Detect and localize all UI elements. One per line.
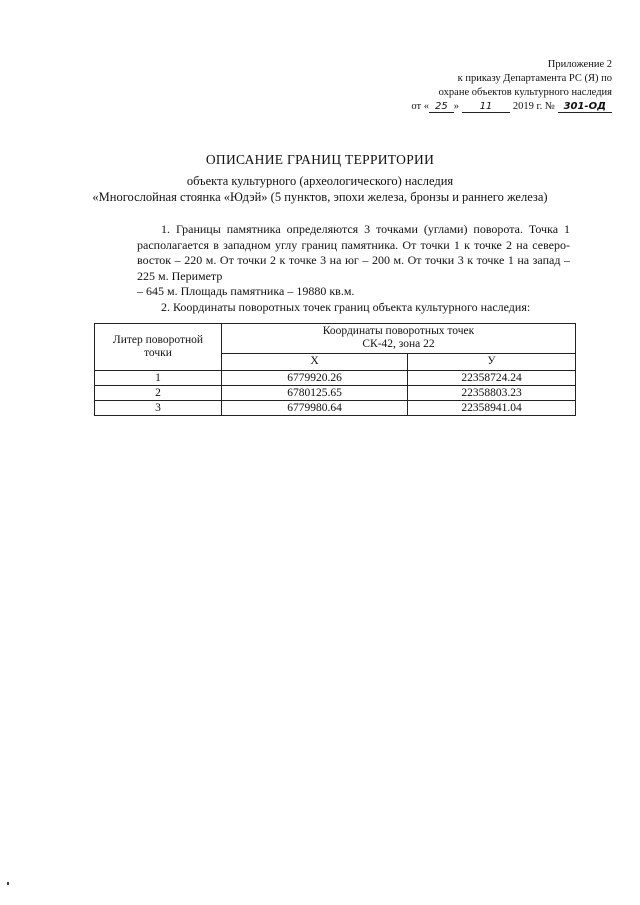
header-point-letter: Литер поворотной точки — [95, 324, 222, 371]
appendix-title: Приложение 2 — [547, 59, 612, 70]
appendix-order-ref: к приказу Департамента РС (Я) по — [457, 73, 612, 84]
cell-y: 22358724.24 — [408, 371, 576, 386]
table-row — [95, 371, 576, 386]
document-title: ОПИСАНИЕ ГРАНИЦ ТЕРРИТОРИИ — [205, 152, 435, 167]
cell-y: 22358941.04 — [408, 401, 576, 416]
date-prefix: от « — [411, 101, 429, 112]
document-subtitle-name: «Многослойная стоянка «Юдэй» (5 пунктов, эпохи железа, бронзы и раннего железа) — [92, 190, 548, 204]
table-header-row — [95, 324, 576, 354]
table-row — [95, 401, 576, 416]
handwritten-order-number: 301-ОД — [558, 101, 612, 113]
appendix-date-line — [372, 100, 612, 114]
cell-y: 22358803.23 — [408, 386, 576, 401]
coordinates-table — [94, 323, 576, 416]
table-row — [95, 386, 576, 401]
appendix-block — [372, 58, 612, 114]
cell-x: 6779980.64 — [222, 401, 408, 416]
header-coordinate-system: СК-42, зона 22 — [362, 338, 435, 351]
date-year: 2019 г. № — [512, 101, 555, 112]
header-y: У — [408, 353, 576, 370]
scan-mark — [7, 882, 9, 885]
handwritten-day: 25 — [429, 101, 454, 113]
appendix-department: охране объектов культурного наследия — [438, 87, 612, 98]
date-mid: » — [453, 101, 459, 112]
header-coordinates-title: Координаты поворотных точек — [322, 325, 475, 338]
description-text — [137, 222, 570, 315]
paragraph-coordinates-intro: 2. Координаты поворотных точек границ объекта культурного наследия: — [161, 299, 531, 314]
header-coordinates — [222, 324, 576, 354]
paragraph-perimeter: – 645 м. Площадь памятника – 19880 кв.м. — [137, 284, 355, 298]
cell-point: 2 — [95, 386, 222, 401]
header-x: X — [222, 353, 408, 370]
cell-x: 6780125.65 — [222, 386, 408, 401]
document-subtitle-object: объекта культурного (археологического) наследия — [186, 174, 454, 188]
cell-point: 1 — [95, 371, 222, 386]
cell-point: 3 — [95, 401, 222, 416]
handwritten-month: 11 — [462, 101, 511, 113]
paragraph-boundaries: 1. Границы памятника определяются 3 точками (углами) поворота. Точка 1 располагается в западном углу границ памятника. От точки 1 к точке 2 на северо-восток – 220 м. От точки 2 к точке 3 на юг – 200 м. От точки 3 к точке 1 на запад – 225 м. Периметр — [137, 222, 570, 283]
cell-x: 6779920.26 — [222, 371, 408, 386]
